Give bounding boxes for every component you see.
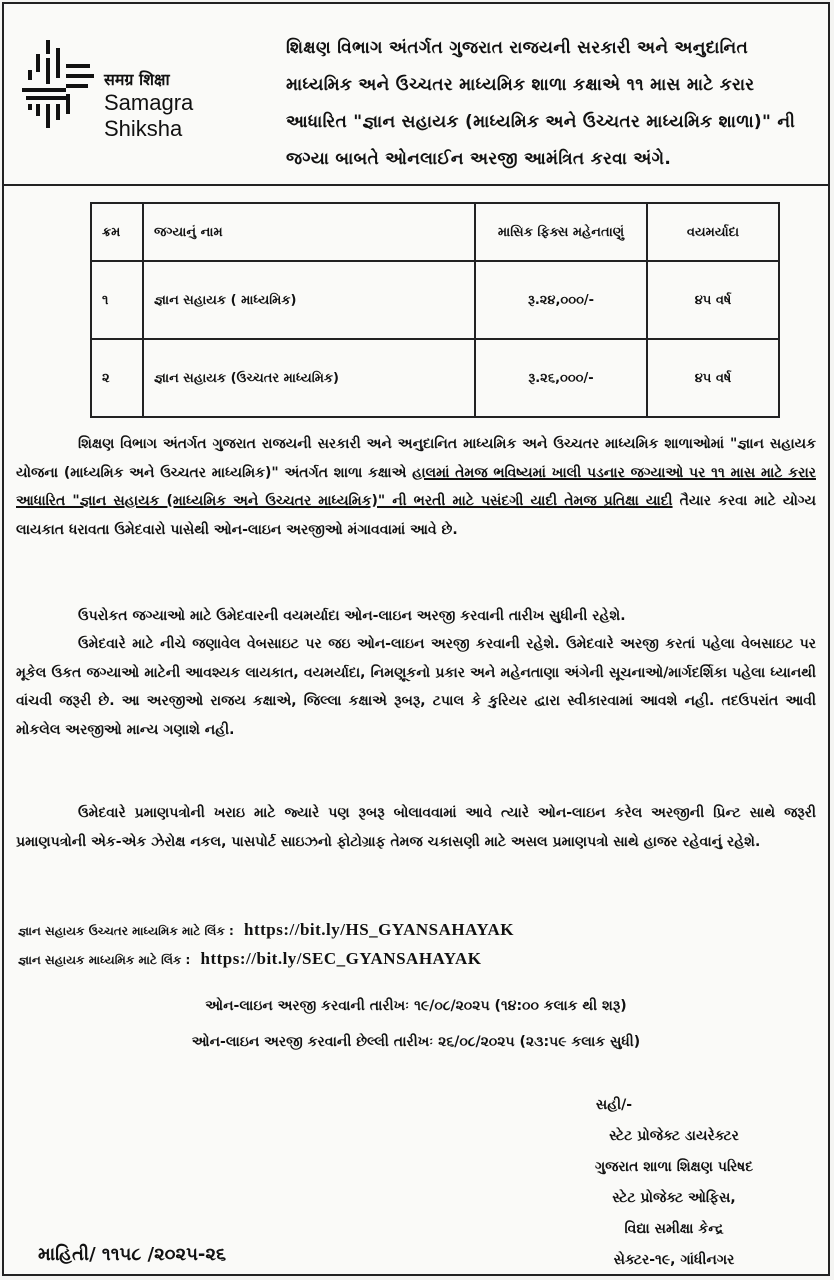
- verification-text: ઉમેદવારે પ્રમાણપત્રોની ખરાઇ માટે જ્યારે પણ રૂબરૂ બોલાવવામાં આવે ત્યારે ઓન-લાઇન કરેલ અરજીની પ્રિન્ટ સાથે જરૂરી પ્રમાણપત્રોની એક-એક ઝેરોક્ષ નકલ, પાસપોર્ટ સાઇઝનો ફોટોગ્રાફ તેમજ ચકાસણી માટે અસલ પ્રમાણપત્રો સાથે હાજર રહેવાનું રહેશે.: [16, 805, 816, 850]
- col-header-post-name: જગ્યાનું નામ: [143, 203, 475, 261]
- application-start-date: ઓન-લાઇન અરજી કરવાની તારીખઃ ૧૯/૦૮/૨૦૨૫ (૧૪:૦૦ કલાક થી શરૂ): [205, 998, 627, 1014]
- signatory-office: સ્ટેટ પ્રોજેક્ટ ઓફિસ,: [612, 1190, 736, 1206]
- notice-title: શિક્ષણ વિભાગ અંતર્ગત ગુજરાત રાજયની સરકારી અને અનુદાનિત માધ્યમિક અને ઉચ્ચતર માધ્યમિક શાળા કક્ષાએ ૧૧ માસ માટે કરાર આધારિત "જ્ઞાન સહાયક (માધ્યમિક અને ઉચ્ચતર માધ્યમિક શાળા)" ની જગ્યા બાબતે ઓનલાઈન અરજી આમંત્રિત કરવા અંગે.: [286, 38, 796, 169]
- signature-block: [524, 1090, 824, 1276]
- age-limit-text: ઉપરોકત જગ્યાઓ માટે ઉમેદવારની વયમર્યાદા ઓન-લાઇન અરજી કરવાની તારીખ સુધીની રહેશે.: [78, 608, 626, 624]
- samagra-shiksha-emblem-icon: [18, 34, 98, 144]
- signatory-designation: સ્ટેટ પ્રોજેક્ટ ડાયરેક્ટર: [609, 1128, 739, 1144]
- posts-table: [90, 202, 780, 418]
- paragraph-age-limit: [16, 602, 816, 631]
- reference-number: માહિતી/ ૧૧૫૮ /૨૦૨૫-૨૬: [38, 1244, 227, 1265]
- cell-serial: ૨: [91, 339, 143, 417]
- notice-header: [4, 4, 828, 186]
- sec-application-link[interactable]: https://bit.ly/SEC_GYANSAHAYAK: [200, 949, 482, 968]
- intro-text: શિક્ષણ વિભાગ અંતર્ગત ગુજરાત રાજયની સરકારી અને અનુદાનિત માધ્યમિક અને ઉચ્ચતર માધ્યમિક શાળાઓમાં "જ્ઞાન સહાયક યોજના (માધ્યમિક અને ઉચ્ચતર માધ્યમિક)" અંતર્ગત શાળા કક્ષાએ: [16, 436, 816, 481]
- link-row-higher-secondary: [18, 920, 514, 940]
- logo-name-hindi: समग्र शिक्षा: [104, 70, 170, 89]
- instructions-text: ઉમેદવારે માટે નીચે જણાવેલ વેબસાઇટ પર જઇ ઓન-લાઇન અરજી કરવાની રહેશે. ઉમેદવારે અરજી કરતાં પહેલા વેબસાઇટ પર મૂકેલ ઉકત જગ્યાઓ માટેની આવશ્યક લાયકાત, વયમર્યાદા, નિમણૂકનો પ્રકાર અને મહેનતાણા અંગેની સૂચનાઓ/માર્ગદર્શિકા પહેલા ધ્યાનથી વાંચવી જરૂરી છે. આ અરજીઓ રાજય કક્ષાએ, જિલ્લા કક્ષાએ રૂબરૂ, ટપાલ કે કુરિયર દ્વારા સ્વીકારવામાં આવશે નહી. તદઉપરાંત આવી મોકલેલ અરજીઓ માન્ય ગણાશે નહી.: [16, 636, 816, 738]
- cell-post-name: જ્ઞાન સહાયક (ઉચ્ચતર માધ્યમિક): [143, 339, 475, 417]
- samagra-shiksha-logo: [18, 34, 268, 144]
- signatory-kendra: વિદ્યા સમીક્ષા કેન્દ્ર: [624, 1221, 724, 1237]
- table-header-row: [91, 203, 779, 261]
- col-header-age-limit: વયમર્યાદા: [647, 203, 779, 261]
- application-last-date: ઓન-લાઇન અરજી કરવાની છેલ્લી તારીખઃ ૨૬/૦૮/૨૦૨૫ (૨૩:૫૯ કલાક સુધી): [191, 1034, 641, 1050]
- paragraph-instructions: [16, 630, 816, 744]
- signatory-address: સેક્ટર-૧૯, ગાંધીનગર: [613, 1252, 735, 1268]
- hs-application-link[interactable]: https://bit.ly/HS_GYANSAHAYAK: [243, 920, 515, 939]
- logo-name-english: Samagra Shiksha: [104, 90, 194, 141]
- cell-post-name: જ્ઞાન સહાયક ( માધ્યમિક): [143, 261, 475, 339]
- link-row-secondary: [18, 949, 481, 969]
- table-row: [91, 339, 779, 417]
- cell-salary: રૂ.૨૬,૦૦૦/-: [475, 339, 647, 417]
- cell-age-limit: ૪૫ વર્ષ: [647, 339, 779, 417]
- notice-page: [2, 2, 830, 1276]
- col-header-serial: ક્રમ: [91, 203, 143, 261]
- link-label: જ્ઞાન સહાયક ઉચ્ચતર માધ્યમિક માટે લિંક :: [18, 924, 234, 938]
- cell-salary: રૂ.૨૪,૦૦૦/-: [475, 261, 647, 339]
- signature: સહી/-: [595, 1097, 633, 1113]
- intro-text-end: તૈયાર કરવા માટે યોગ્ય લાયકાત ધરાવતા ઉમેદવારો પાસેથી ઓન-લાઇન અરજીઓ મંગાવવામાં આવે છે.: [16, 493, 816, 538]
- paragraph-intro: [16, 430, 816, 544]
- cell-age-limit: ૪૫ વર્ષ: [647, 261, 779, 339]
- signatory-organization: ગુજરાત શાળા શિક્ષણ પરિષદ: [594, 1159, 754, 1175]
- intro-underlined-text: હાલમાં તેમજ ભવિષ્યમાં ખાલી પડનાર જગ્યાઓ પર ૧૧ માસ માટે કરાર આધારિત "જ્ઞાન સહાયક (માધ્યમિક અને ઉચ્ચતર માધ્યમિક)" ની ભરતી માટે પસંદગી યાદી તેમજ પ્રતિક્ષા યાદી: [16, 464, 816, 509]
- col-header-salary: માસિક ફિક્સ મહેનતાણું: [475, 203, 647, 261]
- cell-serial: ૧: [91, 261, 143, 339]
- table-row: [91, 261, 779, 339]
- paragraph-verification: [16, 799, 816, 856]
- link-label: જ્ઞાન સહાયક માધ્યમિક માટે લિંક :: [18, 953, 191, 967]
